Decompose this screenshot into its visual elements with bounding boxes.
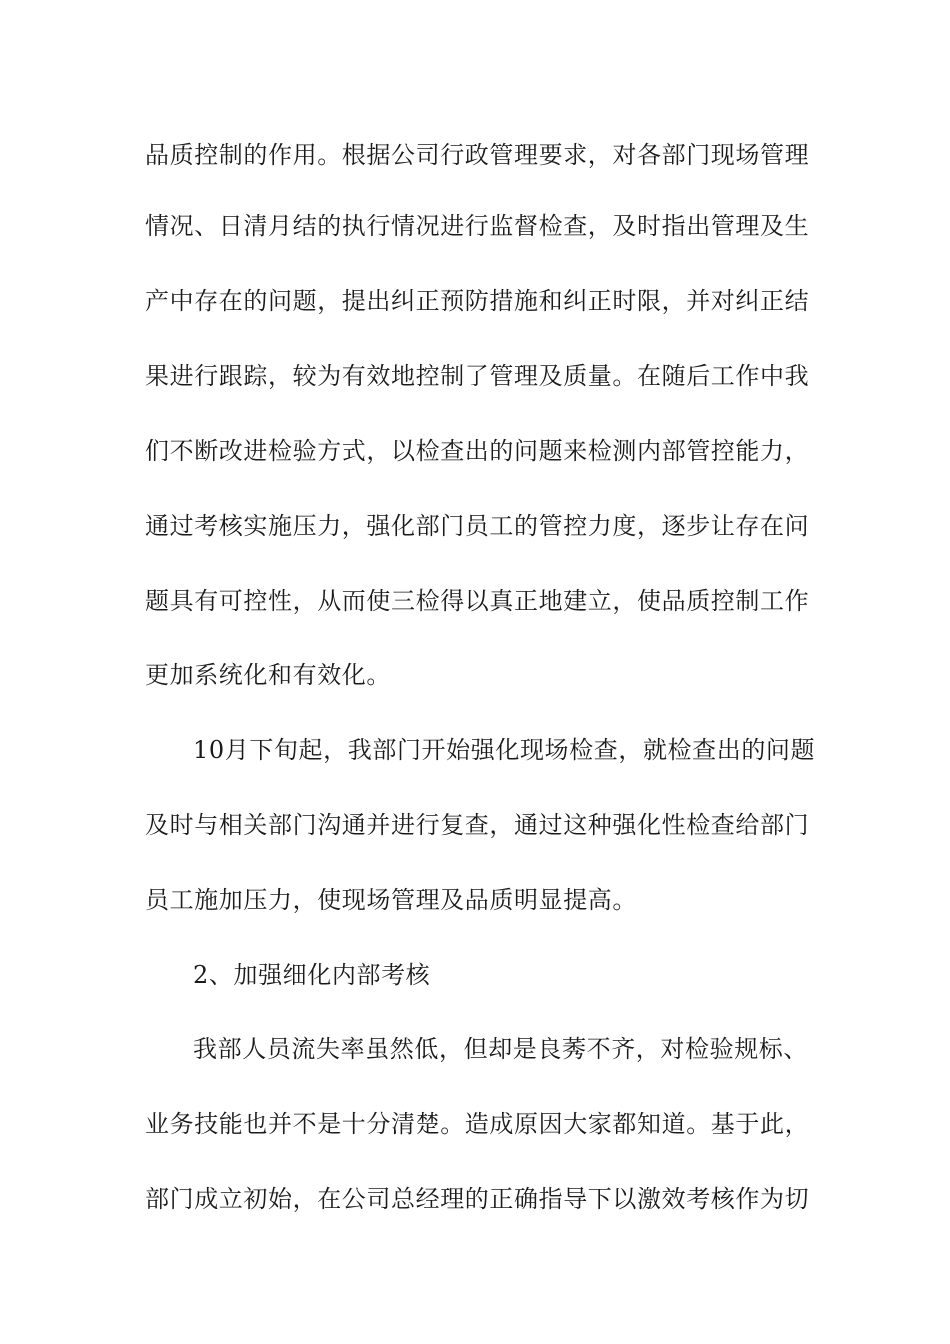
paragraph-1-line-7: 题具有可控性，从而使三检得以真正地建立，使品质控制工作 [145, 587, 810, 615]
paragraph-2-line-3: 员工施加压力，使现场管理及品质明显提高。 [145, 886, 637, 914]
paragraph-1-line-4: 果进行跟踪，较为有效地控制了管理及质量。在随后工作中我 [145, 362, 810, 390]
paragraph-1-line-2: 情况、日清月结的执行情况进行监督检查，及时指出管理及生 [145, 212, 810, 240]
paragraph-3-line-2: 业务技能也并不是十分清楚。造成原因大家都知道。基于此， [145, 1110, 810, 1138]
paragraph-1-line-3: 产中存在的问题，提出纠正预防措施和纠正时限，并对纠正结 [145, 287, 810, 315]
paragraph-2-line-1: 10月下旬起，我部门开始强化现场检查，就检查出的问题 [193, 736, 816, 764]
paragraph-1-line-1: 品质控制的作用。根据公司行政管理要求，对各部门现场管理 [145, 141, 810, 169]
paragraph-3-line-3: 部门成立初始，在公司总经理的正确指导下以激效考核作为切 [145, 1185, 810, 1213]
paragraph-3-line-1: 我部人员流失率虽然低，但却是良莠不齐，对检验规标、 [193, 1035, 808, 1063]
paragraph-1-line-6: 通过考核实施压力，强化部门员工的管控力度，逐步让存在问 [145, 512, 810, 540]
paragraph-1-line-8: 更加系统化和有效化。 [145, 661, 391, 689]
paragraph-1-line-5: 们不断改进检验方式，以检查出的问题来检测内部管控能力， [145, 437, 810, 465]
section-heading: 2、加强细化内部考核 [193, 961, 431, 989]
paragraph-2-line-2: 及时与相关部门沟通并进行复查，通过这种强化性检查给部门 [145, 811, 810, 839]
